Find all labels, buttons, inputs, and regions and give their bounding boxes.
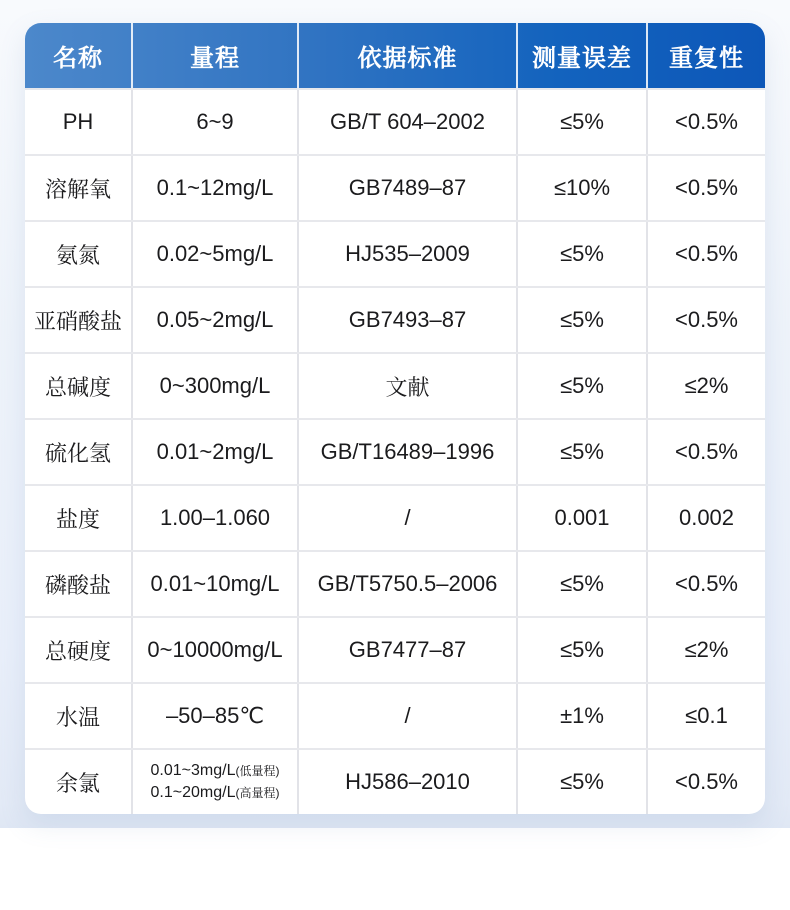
cell-repeatability: 0.002 (678, 505, 735, 530)
cell-error: ≤5% (518, 354, 648, 418)
cell-repeatability: <0.5% (675, 439, 738, 464)
cell-range: 0.02~5mg/L (133, 222, 299, 286)
cell-name: 总碱度 (25, 354, 133, 418)
cell-repeatability: ≤0.1 (685, 703, 728, 728)
cell-name: 氨氮 (25, 222, 133, 286)
cell-repeatability: ≤2% (684, 637, 729, 662)
cell-error: ±1% (518, 684, 648, 748)
cell-range: 0~10000mg/L (133, 618, 299, 682)
table-row (25, 616, 765, 682)
cell-repeatability: <0.5% (675, 109, 738, 134)
cell-repeatability: <0.5% (675, 307, 738, 332)
cell-name: PH (25, 90, 133, 154)
cell-error: ≤5% (518, 420, 648, 484)
range-line-high (151, 782, 280, 804)
table-row (25, 748, 765, 814)
cell-name: 硫化氢 (25, 420, 133, 484)
cell-name: 余氯 (25, 750, 133, 814)
header-cell-name: 名称 (25, 23, 133, 88)
table-row (25, 286, 765, 352)
cell-range (133, 750, 299, 814)
cell-range: –50–85℃ (133, 684, 299, 748)
cell-standard: GB7493–87 (299, 288, 518, 352)
cell-name: 总硬度 (25, 618, 133, 682)
cell-standard: 文献 (299, 354, 518, 418)
cell-standard: GB/T5750.5–2006 (299, 552, 518, 616)
header-cell-error: 测量误差 (518, 23, 648, 88)
table-header-row (25, 23, 765, 88)
header-cell-standard: 依据标准 (299, 23, 518, 88)
cell-standard: GB/T16489–1996 (299, 420, 518, 484)
table-row (25, 220, 765, 286)
table-row (25, 484, 765, 550)
cell-range: 1.00–1.060 (133, 486, 299, 550)
cell-repeatability: <0.5% (675, 571, 738, 596)
range-line-low (151, 760, 280, 782)
table-row (25, 154, 765, 220)
table-row (25, 550, 765, 616)
range-value: 0.01~3mg/L (150, 762, 236, 780)
range-note: (低量程) (235, 764, 280, 779)
cell-name: 盐度 (25, 486, 133, 550)
cell-repeatability: <0.5% (675, 769, 738, 794)
cell-name: 溶解氧 (25, 156, 133, 220)
cell-error: ≤5% (518, 222, 648, 286)
cell-standard: GB7477–87 (299, 618, 518, 682)
cell-name: 磷酸盐 (25, 552, 133, 616)
cell-error: ≤5% (518, 288, 648, 352)
cell-repeatability: <0.5% (675, 175, 738, 200)
spec-table (25, 23, 765, 814)
cell-repeatability: ≤2% (684, 373, 729, 398)
cell-range: 0~300mg/L (133, 354, 299, 418)
cell-standard: HJ586–2010 (299, 750, 518, 814)
cell-error: ≤5% (518, 618, 648, 682)
cell-standard: / (299, 684, 518, 748)
cell-standard: HJ535–2009 (299, 222, 518, 286)
header-cell-range: 量程 (133, 23, 299, 88)
table-row (25, 682, 765, 748)
cell-error: 0.001 (518, 486, 648, 550)
cell-error: ≤5% (518, 552, 648, 616)
cell-error: ≤10% (518, 156, 648, 220)
cell-range: 0.05~2mg/L (133, 288, 299, 352)
table-row (25, 88, 765, 154)
cell-error: ≤5% (518, 90, 648, 154)
range-value: 0.1~20mg/L (150, 784, 236, 801)
table-row (25, 418, 765, 484)
range-note: (高量程) (235, 786, 280, 800)
cell-standard: / (299, 486, 518, 550)
cell-repeatability: <0.5% (675, 241, 738, 266)
cell-standard: GB/T 604–2002 (299, 90, 518, 154)
cell-name: 亚硝酸盐 (25, 288, 133, 352)
table-row (25, 352, 765, 418)
cell-name: 水温 (25, 684, 133, 748)
cell-range: 0.01~2mg/L (133, 420, 299, 484)
cell-range: 0.01~10mg/L (133, 552, 299, 616)
cell-range: 6~9 (133, 90, 299, 154)
cell-range: 0.1~12mg/L (133, 156, 299, 220)
cell-standard: GB7489–87 (299, 156, 518, 220)
header-cell-repeatability: 重复性 (669, 45, 744, 72)
cell-error: ≤5% (518, 750, 648, 814)
